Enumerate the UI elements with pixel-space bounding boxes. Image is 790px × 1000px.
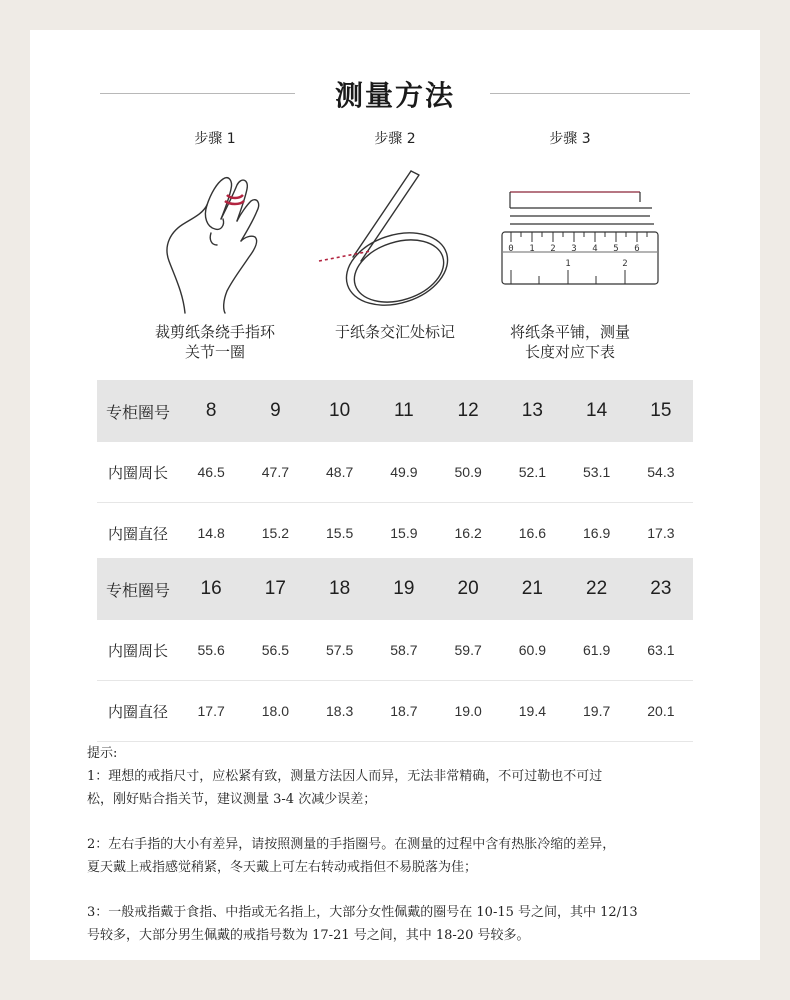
- table-cell: 46.5: [179, 442, 243, 503]
- table-cell: 56.5: [243, 620, 307, 681]
- title-row: [30, 74, 760, 114]
- size-number: 11: [372, 380, 436, 442]
- table-cell: 53.1: [565, 442, 629, 503]
- table-cell: 17.7: [179, 681, 243, 742]
- ruler-icon: [500, 190, 660, 285]
- table-cell: 61.9: [565, 620, 629, 681]
- size-number: 10: [308, 380, 372, 442]
- size-number: 9: [243, 380, 307, 442]
- table-cell: 60.9: [500, 620, 564, 681]
- ruler-number: 6: [634, 244, 640, 254]
- size-number: 19: [372, 558, 436, 620]
- page-title: 测量方法: [334, 79, 455, 112]
- table-cell: 15.2: [243, 503, 307, 564]
- tip-1-line-1: 1：理想的戒指尺寸，应松紧有致，测量方法因人而异，无法非常精确，不可过勒也不可过: [87, 769, 603, 784]
- table-cell: 19.7: [565, 681, 629, 742]
- table-cell: 15.9: [372, 503, 436, 564]
- step-2-caption-line1: 于纸条交汇处标记: [334, 323, 455, 341]
- table-cell: 15.5: [308, 503, 372, 564]
- step-1-label: 步骤 1: [194, 131, 236, 147]
- tip-2-line-1: 2：左右手指的大小有差异，请按照测量的手指圈号。在测量的过程中含有热胀冷缩的差异，: [87, 837, 616, 852]
- size-number: 17: [243, 558, 307, 620]
- ruler-cm-number: 1: [565, 259, 571, 269]
- tips-heading: 提示:: [87, 746, 118, 761]
- table-row: [97, 681, 693, 742]
- size-guide-card: [30, 30, 760, 960]
- size-number: 13: [500, 380, 564, 442]
- table-cell: 18.7: [372, 681, 436, 742]
- table-row: [97, 620, 693, 681]
- row-label: 专柜圈号: [97, 380, 179, 442]
- table-cell: 19.4: [500, 681, 564, 742]
- size-number: 12: [436, 380, 500, 442]
- step-2-caption: [300, 322, 490, 342]
- size-number: 14: [565, 380, 629, 442]
- row-label: 内圈周长: [97, 620, 179, 681]
- table-header-row: [97, 380, 693, 442]
- step-3-caption-line2: 长度对应下表: [524, 343, 615, 361]
- table-cell: 54.3: [629, 442, 693, 503]
- table-cell: 55.6: [179, 620, 243, 681]
- table-cell: 16.2: [436, 503, 500, 564]
- table-cell: 58.7: [372, 620, 436, 681]
- table-cell: 63.1: [629, 620, 693, 681]
- size-number: 20: [436, 558, 500, 620]
- table-cell: 49.9: [372, 442, 436, 503]
- table-cell: 20.1: [629, 681, 693, 742]
- ruler-number: 3: [571, 244, 577, 254]
- table-cell: 17.3: [629, 503, 693, 564]
- table-cell: 48.7: [308, 442, 372, 503]
- step-1-caption-line2: 关节一圈: [184, 343, 245, 361]
- paper-loop-icon: [315, 165, 465, 315]
- step-3-caption-line1: 将纸条平铺，测量: [509, 323, 630, 341]
- size-table-1: [97, 380, 693, 564]
- table-cell: 50.9: [436, 442, 500, 503]
- ruler-cm-number: 2: [622, 259, 628, 269]
- table-header-row: [97, 558, 693, 620]
- title-right-divider: [490, 93, 690, 94]
- size-number: 23: [629, 558, 693, 620]
- table-cell: 47.7: [243, 442, 307, 503]
- table-cell: 59.7: [436, 620, 500, 681]
- ruler-number: 2: [550, 244, 556, 254]
- table-row: [97, 442, 693, 503]
- table-cell: 14.8: [179, 503, 243, 564]
- size-number: 15: [629, 380, 693, 442]
- table-row: [97, 503, 693, 564]
- step-3-caption: [475, 322, 665, 362]
- row-label: 内圈直径: [97, 681, 179, 742]
- ruler-number: 5: [613, 244, 619, 254]
- step-1-caption-line1: 裁剪纸条绕手指环: [154, 323, 275, 341]
- size-table-2: [97, 558, 693, 742]
- table-cell: 18.3: [308, 681, 372, 742]
- ruler-number: 0: [508, 244, 514, 254]
- size-number: 8: [179, 380, 243, 442]
- hand-wrap-icon: [145, 165, 295, 315]
- tip-3-line-2: 号较多，大部分男生佩戴的戒指号数为 17-21 号之间，其中 18-20 号较多。: [87, 928, 530, 943]
- step-1-caption: [120, 322, 310, 362]
- row-label: 内圈直径: [97, 503, 179, 564]
- table-cell: 16.6: [500, 503, 564, 564]
- ruler-number: 1: [529, 244, 535, 254]
- table-cell: 18.0: [243, 681, 307, 742]
- size-number: 18: [308, 558, 372, 620]
- ruler-number: 4: [592, 244, 598, 254]
- size-number: 16: [179, 558, 243, 620]
- tip-2-line-2: 夏天戴上戒指感觉稍紧，冬天戴上可左右转动戒指但不易脱落为佳；: [87, 860, 478, 875]
- size-number: 21: [500, 558, 564, 620]
- step-3-label: 步骤 3: [549, 131, 591, 147]
- tip-1-line-2: 松，刚好贴合指关节，建议测量 3-4 次减少误差；: [87, 792, 377, 807]
- row-label: 专柜圈号: [97, 558, 179, 620]
- size-number: 22: [565, 558, 629, 620]
- table-cell: 52.1: [500, 442, 564, 503]
- table-cell: 16.9: [565, 503, 629, 564]
- table-cell: 19.0: [436, 681, 500, 742]
- table-cell: 57.5: [308, 620, 372, 681]
- tip-3-line-1: 3：一般戒指戴于食指、中指或无名指上，大部分女性佩戴的圈号在 10-15 号之间，其中 12/13: [87, 905, 638, 920]
- row-label: 内圈周长: [97, 442, 179, 503]
- tips-section: [87, 742, 717, 947]
- step-2-label: 步骤 2: [374, 131, 416, 147]
